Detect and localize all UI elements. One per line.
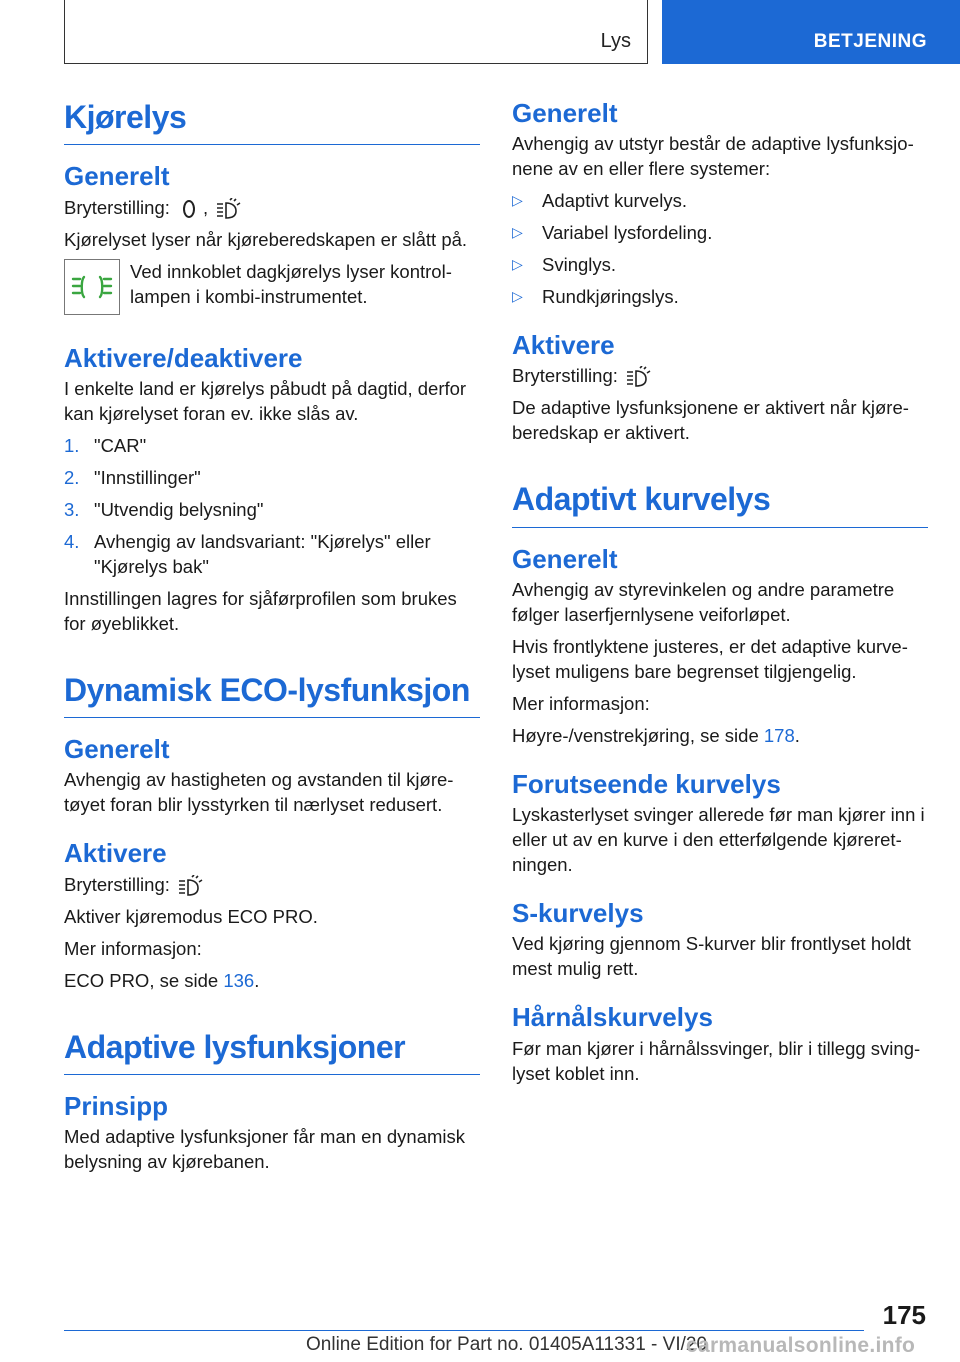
list-item: 2. "Innstillinger": [64, 466, 201, 488]
kjorelys-text-2: I enkelte land er kjørelys påbudt på dagtid, derfor kan kjørelyset foran ev. ikke slås av.: [64, 377, 467, 424]
subheading-forutseende-kurvelys: Forutseende kurvelys: [512, 769, 781, 800]
bullet-triangle-icon: ▷: [512, 256, 523, 273]
indicator-row: [64, 259, 480, 315]
left-column: [64, 98, 480, 1181]
list-item: ▷ Variabel lysfordeling.: [512, 222, 713, 244]
auto-light-icon: [177, 875, 201, 897]
subheading-s-kurvelys: S-kurvelys: [512, 898, 644, 929]
page-number: 175: [882, 1300, 926, 1330]
auto-light-icon: [625, 366, 649, 388]
bullet-triangle-icon: ▷: [512, 224, 523, 241]
footer-edition: Online Edition for Part no. 01405A11331 - VI/20: [306, 1334, 708, 1355]
heading-adaptivt-kurvelys: Adaptivt kurvelys: [512, 480, 928, 527]
eco-more-info: Mer informasjon:: [64, 937, 202, 959]
harnal-text: Før man kjører i hårnålssvinger, blir i tillegg svinglyset koblet inn.: [512, 1037, 921, 1084]
switch-position-line: [512, 363, 928, 388]
switch-label: Bryterstilling:: [64, 873, 170, 895]
eco-text-1: Avhengig av hastigheten og avstanden til kjøretøyet foran blir lysstyrken til nærlyset redusert.: [64, 769, 454, 816]
kurvelys-page-reference: Høyre-/venstrekjøring, se side 178.: [512, 725, 800, 747]
header-section-title: Lys: [600, 30, 631, 52]
heading-dynamisk-eco: Dynamisk ECO-lysfunksjon: [64, 671, 480, 718]
subheading-generelt: Generelt: [64, 161, 170, 192]
kurvelys-text-2: Hvis frontlyktene justeres, er det adaptive kurvelyset muligens bare begrenset tilgjengelig.: [512, 636, 908, 683]
subheading-generelt: Generelt: [512, 543, 618, 574]
switch-position-line: [64, 872, 480, 897]
steps-list: [64, 433, 480, 579]
kjorelys-text-3: Innstillingen lagres for sjåførprofilen som brukes for øyeblikket.: [64, 587, 457, 634]
subheading-harnalskurvelys: Hårnålskurvelys: [512, 1002, 713, 1033]
auto-light-icon: [215, 198, 239, 220]
list-item: ▷ Adaptivt kurvelys.: [512, 190, 687, 212]
daytime-light-indicator-icon: [64, 259, 120, 315]
eco-text-2: Aktiver kjøremodus ECO PRO.: [64, 905, 318, 927]
adaptive-cont-text-1: Avhengig av utstyr består de adaptive lysfunksjonene av en eller flere systemer:: [512, 133, 914, 180]
page-link-136[interactable]: 136: [223, 969, 255, 991]
subheading-generelt: Generelt: [64, 734, 170, 765]
subheading-aktivere: Aktivere: [512, 330, 615, 361]
kurvelys-text-1: Avhengig av styrevinkelen og andre parametre følger laserfjernlysene veiforløpet.: [512, 579, 895, 626]
indicator-text: Ved innkoblet dagkjørelys lyser kontrollampen i kombi-instrumentet.: [130, 260, 452, 307]
switch-label: Bryterstilling:: [512, 365, 618, 387]
page-link-178[interactable]: 178: [763, 725, 795, 747]
subheading-aktivere-deaktivere: Aktivere/deaktivere: [64, 342, 303, 373]
heading-kjorelys: Kjørelys: [64, 98, 480, 145]
subheading-prinsipp: Prinsipp: [64, 1091, 169, 1122]
switch-label: Bryterstilling:: [64, 196, 170, 218]
subheading-aktivere: Aktivere: [64, 838, 167, 869]
list-item: 4. Avhengig av landsvariant: "Kjørelys" eller "Kjørelys bak": [64, 530, 431, 577]
header-box: [64, 0, 648, 64]
header-chapter-tab: BETJENING: [662, 0, 960, 64]
watermark: carmanualsonline.info: [686, 1334, 916, 1357]
footer-divider: [64, 1330, 864, 1331]
kjorelys-text-1: Kjørelyset lyser når kjøreberedskapen er slått på.: [64, 228, 468, 250]
systems-list: [512, 188, 928, 309]
s-kurvelys-text: Ved kjøring gjennom S-kurver blir frontlyset holdt mest mulig rett.: [512, 933, 911, 980]
switch-off-icon: [177, 198, 201, 220]
right-column: [512, 98, 928, 1093]
list-item: ▷ Svinglys.: [512, 254, 617, 276]
switch-position-line: [64, 195, 480, 220]
list-item: 3. "Utvendig belysning": [64, 498, 264, 520]
kurvelys-more-info: Mer informasjon:: [512, 693, 650, 715]
forutseende-text: Lyskasterlyset svinger allerede før man kjører inn i eller ut av en kurve i den etterfølgende kjøreretningen.: [512, 804, 925, 876]
bullet-triangle-icon: ▷: [512, 192, 523, 209]
adaptive-cont-text-2: De adaptive lysfunksjonene er aktivert når kjøreberedskap er aktivert.: [512, 397, 909, 444]
list-item: 1. "CAR": [64, 434, 147, 456]
eco-page-reference: ECO PRO, se side 136.: [64, 969, 260, 991]
subheading-generelt: Generelt: [512, 98, 618, 128]
bullet-triangle-icon: ▷: [512, 288, 523, 305]
heading-adaptive-lysfunksjoner: Adaptive lysfunksjoner: [64, 1028, 480, 1075]
list-item: ▷ Rundkjøringslys.: [512, 286, 679, 308]
switch-separator: ,: [203, 196, 209, 218]
adaptive-text-1: Med adaptive lysfunksjoner får man en dynamisk belysning av kjørebanen.: [64, 1126, 466, 1173]
